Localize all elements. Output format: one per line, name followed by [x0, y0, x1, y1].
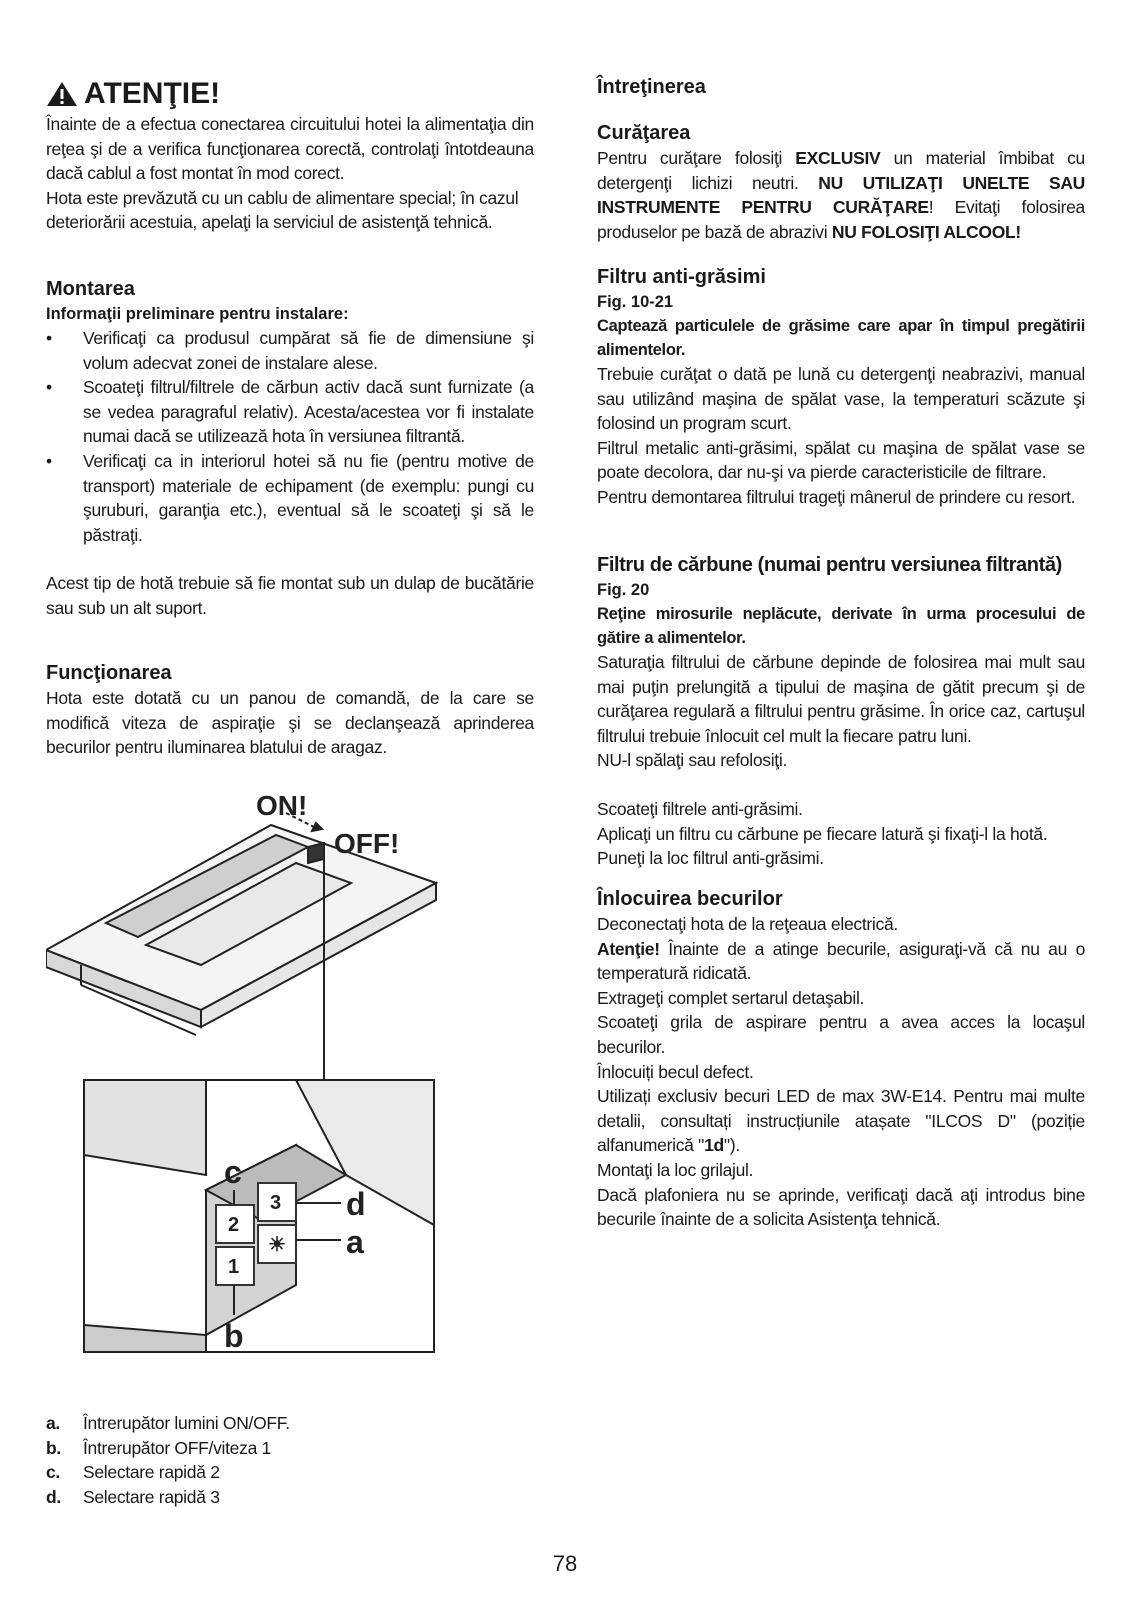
filtru-carbune-heading: Filtru de cărbune (numai pentru versiunea filtrantă): [597, 554, 1062, 576]
filtru-carbune-section: [597, 552, 1085, 871]
curatarea-text: Pentru curăţare folosiţi EXCLUSIV un material îmbibat cu detergenţi lichizi neutri. NU UTILIZAŢI UNELTE SAU INSTRUMENTE PENTRU CURĂŢARE! Evitaţi folosirea produselor pe bază de abrazivi NU FOLOSIŢI ALCOOL!: [597, 148, 1086, 242]
filtru-grasimi-p1: Trebuie curăţat o dată pe lună cu detergenţi neabrazivi, manual sau utilizând maşina de spălat vase, la temperaturi scăzute şi folosind un program scurt.: [597, 364, 1085, 434]
montarea-heading: Montarea: [46, 278, 135, 300]
list-item: • Verificaţi ca produsul cumpărat să fie de dimensiune şi volum adecvat zonei de instalare alese.: [46, 326, 534, 375]
filtru-grasimi-heading: Filtru anti-grăsimi: [597, 266, 766, 288]
button-2-glyph: 2: [228, 1214, 240, 1236]
filtru-carbune-p1: Saturaţia filtrului de cărbune depinde de folosirea mai mult sau mai puţin prelungită a tipului de maşina de gătit precum şi de curăţarea regulară a filtrului pentru grăsime. În orice caz, cartuşul filtrului trebuie înlocuit cel mult la fiecare patru luni.: [597, 652, 1085, 746]
label-a: a: [346, 1224, 364, 1260]
becuri-line-7: Dacă plafoniera nu se aprinde, verificaţi dacă aţi introdus bine becurile înainte de a solicita Asistenţa tehnică.: [597, 1184, 1085, 1230]
legend-item: [46, 1460, 290, 1485]
becuri-line-5: Utilizați exclusiv becuri LED de max 3W-E14. Pentru mai multe detalii, consultați instrucțiunile atașate "ILCOS D" (poziție alfanumerică "1d").: [597, 1086, 1085, 1156]
button-3-glyph: 3: [270, 1192, 282, 1214]
legend-text: Întrerupător OFF/viteza 1: [83, 1437, 271, 1458]
becuri-heading: Înlocuirea becurilor: [597, 888, 783, 910]
warning-title-text: ATENŢIE!: [84, 77, 221, 110]
filtru-carbune-step-2: Aplicaţi un filtru cu cărbune pe fiecare latură şi fixaţi-l la hotă.: [597, 823, 1048, 844]
label-c: c: [224, 1154, 242, 1190]
page-number: 78: [552, 1551, 578, 1576]
figure-legend: [46, 1411, 290, 1509]
montarea-bullet-list: [46, 326, 534, 547]
montarea-subheading: Informaţii preliminare pentru instalare:: [46, 305, 349, 323]
warning-paragraph-2: Hota este prevăzută cu un cablu de alimentare special; în cazul deteriorării acestuia, apelaţi la serviciul de asistenţă tehnică.: [46, 187, 519, 233]
legend-text: Întrerupător lumini ON/OFF.: [83, 1413, 290, 1433]
becuri-line-4: Înlocuiți becul defect.: [597, 1061, 754, 1082]
becuri-attention: Atenţie! Înainte de a atinge becurile, asiguraţi-vă că nu au o temperatură ridicată.: [597, 938, 1085, 984]
light-button-glyph: ☀: [268, 1234, 286, 1256]
label-b: b: [224, 1318, 244, 1354]
becuri-line-2: Extrageţi complet sertarul detaşabil.: [597, 987, 865, 1008]
hood-control-panel-illustration: [46, 795, 486, 1385]
becuri-line-6: Montaţi la loc grilajul.: [597, 1159, 754, 1180]
legend-key: c.: [46, 1462, 60, 1483]
becuri-line-1: Deconectaţi hota de la reţeaua electrică.: [597, 914, 898, 934]
list-item: • Scoateţi filtrul/filtrele de cărbun activ dacă sunt furnizate (a se vedea paragraful relativ). Acesta/acestea vor fi instalate numai dacă se utilizează hota în versiunea filtrantă.: [46, 375, 534, 449]
becuri-section: [597, 886, 1085, 1232]
on-label: ON!: [256, 795, 308, 821]
legend-key: d.: [46, 1486, 61, 1507]
warning-triangle-icon: [46, 81, 78, 107]
warning-section: [46, 76, 534, 235]
filtru-carbune-step-3: Puneţi la loc filtrul anti-grăsimi.: [597, 848, 824, 869]
legend-key: b.: [46, 1437, 61, 1458]
functionarea-text: Hota este dotată cu un panou de comandă, de la care se modifică viteza de aspiraţie şi se declanşează aprinderea becurilor pentru iluminarea blatului de aragaz.: [46, 688, 534, 758]
filtru-grasimi-p3: Pentru demontarea filtrului trageţi mânerul de prindere cu resort.: [597, 486, 1076, 507]
filtru-carbune-step-1: Scoateţi filtrele anti-grăsimi.: [597, 798, 803, 819]
filtru-grasimi-fig: Fig. 10-21: [597, 293, 674, 311]
intretinerea-section: [597, 74, 1085, 100]
montarea-section: [46, 276, 534, 621]
legend-text: Selectare rapidă 2: [83, 1462, 220, 1483]
filtru-grasimi-bold: Captează particulele de grăsime care apar în timpul pregătirii alimentelor.: [597, 317, 1085, 359]
legend-key: a.: [46, 1413, 60, 1433]
filtru-grasimi-p2: Filtrul metalic anti-grăsimi, spălat cu maşina de spălat vase se poate decolora, dar nu-şi va pierde caracteristicile de filtrare.: [597, 437, 1085, 483]
filtru-grasimi-section: [597, 264, 1085, 510]
label-d: d: [346, 1186, 366, 1222]
legend-text: Selectare rapidă 3: [83, 1486, 220, 1507]
intretinerea-heading: Întreţinerea: [597, 76, 706, 98]
filtru-carbune-fig: Fig. 20: [597, 581, 650, 599]
curatarea-section: [597, 120, 1085, 244]
legend-item: [46, 1411, 290, 1436]
legend-item: [46, 1485, 290, 1510]
curatarea-heading: Curăţarea: [597, 122, 691, 144]
off-label: OFF!: [334, 828, 400, 859]
montarea-note: Acest tip de hotă trebuie să fie montat sub un dulap de bucătărie sau sub un alt suport.: [46, 573, 534, 618]
filtru-carbune-p2: NU-l spălaţi sau refolosiţi.: [597, 750, 788, 771]
legend-item: [46, 1436, 290, 1461]
warning-title: [46, 76, 534, 112]
functionarea-section: [46, 660, 534, 760]
button-1-glyph: 1: [228, 1256, 240, 1278]
becuri-line-3: Scoateţi grila de aspirare pentru a avea acces la locaşul becurilor.: [597, 1012, 1085, 1057]
warning-paragraph-1: Înainte de a efectua conectarea circuitului hotei la alimentaţia din reţea şi de a verifica funcţionarea corectă, controlaţi întotdeauna dacă cablul a fost montat în mod corect.: [46, 114, 534, 184]
list-item: • Verificaţi ca in interiorul hotei să nu fie (pentru motive de transport) materiale de echipament (de exemplu: pungi cu şuruburi, garanţia etc.), eventual să le scoateţi şi să le păstraţi.: [46, 449, 534, 547]
functionarea-heading: Funcţionarea: [46, 662, 172, 684]
filtru-carbune-bold: Reţine mirosurile neplăcute, derivate în urma procesului de gătire a alimentelor.: [597, 605, 1085, 647]
